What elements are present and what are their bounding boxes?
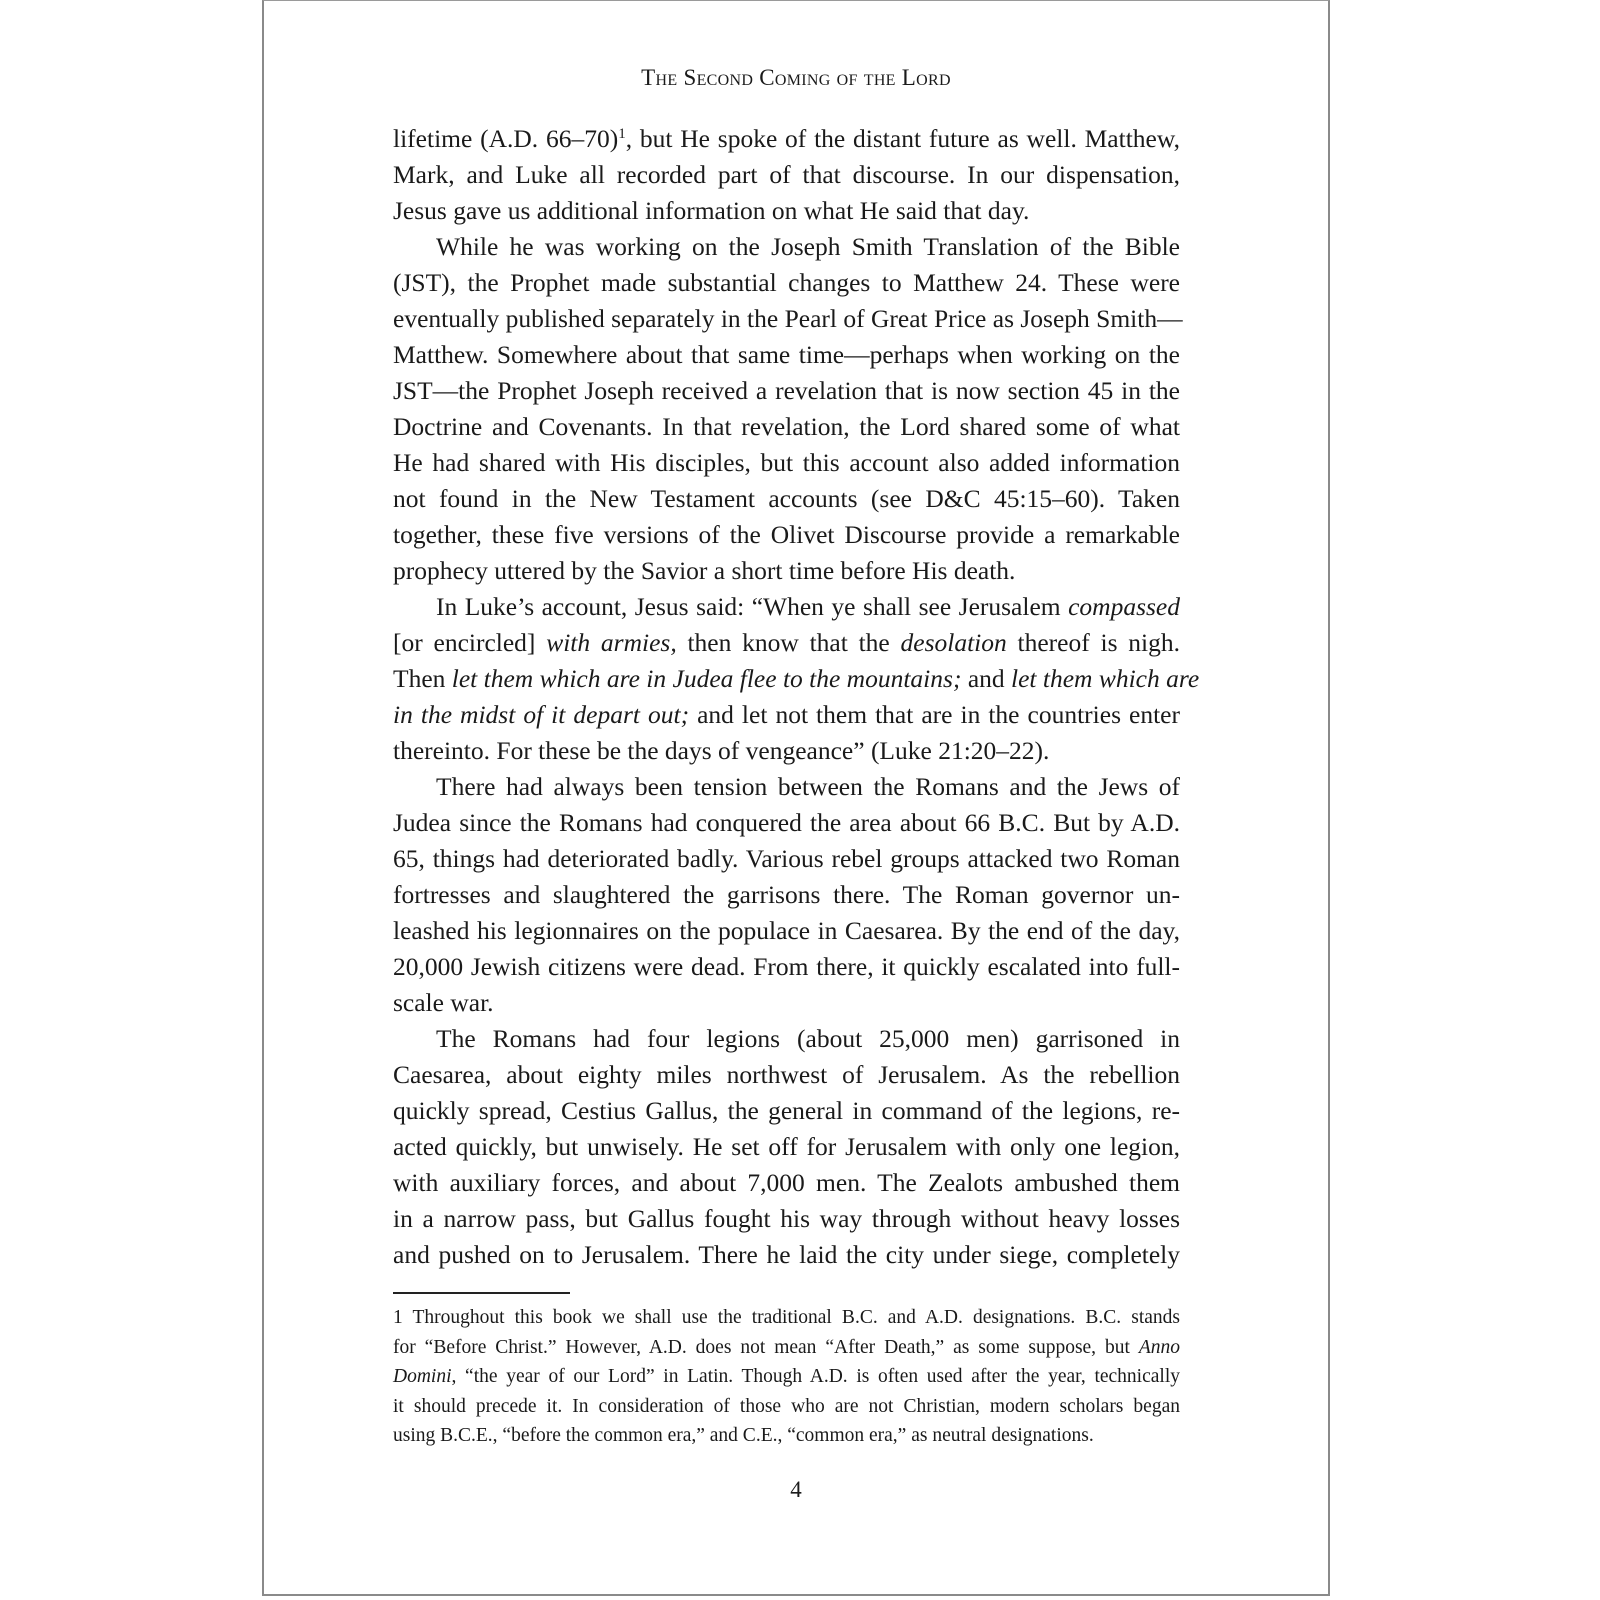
- body-line: [393, 769, 1180, 805]
- body-text: [393, 121, 1200, 1273]
- body-line: [393, 985, 1180, 1021]
- body-line: [393, 301, 1183, 337]
- body-line: [393, 1237, 1180, 1273]
- page-number: 4: [790, 1477, 802, 1502]
- text-run: Doctrine and Covenants. In that revelation, the Lord shared some of what: [393, 412, 1180, 441]
- text-run: , “the year of our Lord” in Latin. Though A.D. is often used after the year, technically: [451, 1366, 1180, 1387]
- body-line: [393, 265, 1180, 301]
- italic-text: let them which are: [1011, 664, 1200, 693]
- text-run: eventually published separately in the Pearl of Great Price as Joseph Smith—: [393, 304, 1183, 333]
- body-line: [393, 949, 1180, 985]
- body-line: [393, 337, 1180, 373]
- body-line: [393, 1021, 1180, 1057]
- body-line: [393, 481, 1180, 517]
- text-run: Then: [393, 664, 452, 693]
- text-run: Caesarea, about eighty miles northwest of Jerusalem. As the rebellion: [393, 1060, 1180, 1089]
- text-run: and let not them that are in the countries enter: [689, 700, 1180, 729]
- body-line: [393, 409, 1180, 445]
- italic-text: Domini: [393, 1366, 452, 1387]
- body-line: [393, 193, 1180, 229]
- italic-text: desolation: [900, 628, 1007, 657]
- text-run: 20,000 Jewish citizens were dead. From there, it quickly escalated into full-: [393, 952, 1180, 981]
- body-line: [393, 1165, 1180, 1201]
- text-run: leashed his legionnaires on the populace in Caesarea. By the end of the day,: [393, 916, 1180, 945]
- text-run: prophecy uttered by the Savior a short time before His death.: [393, 556, 1016, 585]
- body-line: [393, 1129, 1180, 1165]
- text-run: scale war.: [393, 988, 494, 1017]
- footnote: [393, 1303, 1180, 1451]
- text-run: 65, things had deteriorated badly. Various rebel groups attacked two Roman: [393, 844, 1180, 873]
- body-line: [393, 805, 1180, 841]
- text-run: , but He spoke of the distant future as well. Matthew,: [625, 124, 1180, 153]
- body-line: [393, 841, 1180, 877]
- body-line: [393, 913, 1180, 949]
- text-run: for “Before Christ.” However, A.D. does not mean “After Death,” as some suppose, but: [393, 1336, 1139, 1358]
- text-run: While he was working on the Joseph Smith Translation of the Bible: [436, 232, 1180, 261]
- text-run: it should precede it. In consideration of those who are not Christian, modern scholars began: [393, 1395, 1180, 1417]
- body-line: [393, 1201, 1180, 1237]
- text-run: acted quickly, but unwisely. He set off for Jerusalem with only one legion,: [393, 1132, 1180, 1161]
- text-run: with auxiliary forces, and about 7,000 men. The Zealots ambushed them: [393, 1168, 1180, 1197]
- text-run: not found in the New Testament accounts (see D&C 45:15–60). Taken: [393, 484, 1180, 513]
- italic-text: compassed: [1068, 592, 1180, 621]
- body-line: [393, 121, 1180, 157]
- body-line: [393, 1093, 1180, 1129]
- text-run: in a narrow pass, but Gallus fought his way through without heavy losses: [393, 1204, 1180, 1233]
- body-line: [393, 697, 1180, 733]
- italic-text: in the midst of it depart out;: [393, 700, 690, 729]
- footnote-line: [393, 1303, 1180, 1333]
- body-line: [393, 445, 1180, 481]
- italic-text: let them which are in Judea flee to the mountains;: [451, 664, 962, 693]
- body-line: [393, 733, 1180, 769]
- text-run: He had shared with His disciples, but this account also added information: [393, 448, 1180, 477]
- text-run: (JST), the Prophet made substantial changes to Matthew 24. These were: [393, 268, 1180, 297]
- text-run: together, these five versions of the Olivet Discourse provide a remarkable: [393, 520, 1180, 549]
- body-line: [393, 877, 1180, 913]
- text-run: then know that the: [676, 628, 901, 657]
- text-run: quickly spread, Cestius Gallus, the general in command of the legions, re-: [393, 1096, 1180, 1125]
- footnote-line: [393, 1362, 1180, 1392]
- body-line: [393, 157, 1180, 193]
- body-line: [393, 373, 1180, 409]
- footnote-line: [393, 1333, 1180, 1363]
- footnote-reference: 1: [618, 126, 626, 142]
- body-line: [393, 661, 1200, 697]
- text-run: lifetime (A.D. 66–70): [393, 124, 619, 153]
- text-run: The Romans had four legions (about 25,000 men) garrisoned in: [436, 1024, 1180, 1053]
- text-run: thereof is nigh.: [1006, 628, 1180, 657]
- italic-text: Anno: [1138, 1336, 1180, 1358]
- text-run: Mark, and Luke all recorded part of that discourse. In our dispensation,: [393, 160, 1180, 189]
- footnote-line: [393, 1392, 1180, 1422]
- footnote-separator-rule: [393, 1292, 570, 1294]
- book-page: [262, 0, 1330, 1596]
- text-run: Jesus gave us additional information on what He said that day.: [393, 196, 1030, 225]
- text-run: thereinto. For these be the days of vengeance” (Luke 21:20–22).: [393, 736, 1050, 765]
- running-head: The Second Coming of the Lord: [641, 65, 951, 90]
- text-run: JST—the Prophet Joseph received a revelation that is now section 45 in the: [393, 376, 1180, 405]
- text-run: fortresses and slaughtered the garrisons there. The Roman governor un-: [393, 880, 1180, 909]
- body-line: [393, 553, 1180, 589]
- text-run: using B.C.E., “before the common era,” and C.E., “common era,” as neutral designations.: [393, 1425, 1094, 1446]
- footnote-line: [393, 1421, 1180, 1451]
- text-run: 1 Throughout this book we shall use the traditional B.C. and A.D. designations. B.C. stands: [393, 1307, 1180, 1328]
- text-run: [or encircled]: [393, 628, 547, 657]
- body-line: [393, 517, 1180, 553]
- body-line: [393, 1057, 1180, 1093]
- italic-text: with armies,: [546, 628, 677, 657]
- text-run: Judea since the Romans had conquered the area about 66 B.C. But by A.D.: [393, 808, 1180, 837]
- text-run: In Luke’s account, Jesus said: “When ye shall see Jerusalem: [436, 592, 1069, 621]
- text-run: and pushed on to Jerusalem. There he laid the city under siege, completely: [393, 1240, 1180, 1269]
- body-line: [393, 229, 1180, 265]
- text-run: and: [961, 664, 1012, 693]
- text-run: Matthew. Somewhere about that same time—perhaps when working on the: [393, 340, 1180, 369]
- body-line: [393, 625, 1180, 661]
- text-run: There had always been tension between the Romans and the Jews of: [436, 772, 1180, 801]
- body-line: [393, 589, 1180, 625]
